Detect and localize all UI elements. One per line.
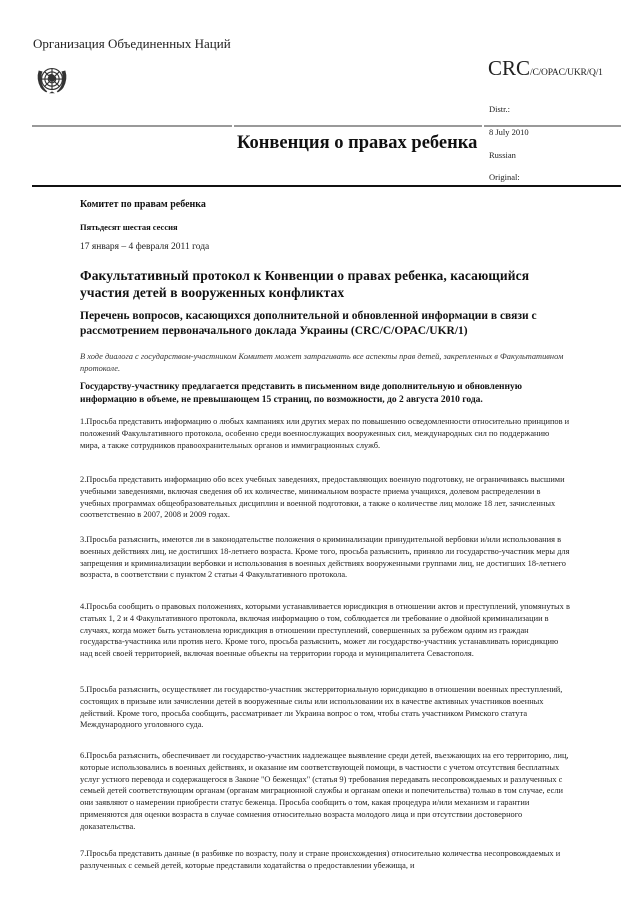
document-date: 8 July 2010 — [489, 127, 529, 137]
distribution-label: Distr.: — [489, 104, 511, 114]
protocol-title: Факультативный протокол к Конвенции о правах ребенка, касающийся участия детей в вооруженных конфликтах — [80, 268, 530, 300]
un-emblem-logo — [33, 61, 71, 99]
document-symbol — [488, 56, 603, 81]
paragraph: 1.Просьба представить информацию о любых кампаниях или других мерах по повышению осведомленности относительно принципов и положений Факультативного протокола, особенно среди военнослужащих вооруженных сил, международных сил по поддержанию мира, а также сотрудников правоохранительных органов и иммиграционных служб. — [80, 417, 570, 450]
session-name: Пятьдесят шестая сессия — [80, 222, 178, 232]
header-divider-black — [32, 185, 621, 187]
header-divider-gray — [32, 125, 621, 127]
symbol-suffix: /C/OPAC/UKR/Q/1 — [530, 68, 603, 78]
paragraph: 4.Просьба сообщить о правовых положениях, которыми устанавливается юрисдикция в отношении актов и преступлений, упомянутых в статьях 1, 2 и 4 Факультативного протокола, включая информацию о том, соблюдается ли требование о двойной криминализации в случаях, когда может быть установлена юрисдикция в отношении преступлений, совершенных за рубежом одним из граждан государства-участника или против него. Кроме того, просьба разъяснить, может ли государство-участник устанавливать юрисдикцию над всей своей территорией, включая военные объекты на территории города и муниципалитета Севастополя. — [80, 602, 570, 659]
organization-name: Организация Объединенных Наций — [33, 36, 231, 51]
paragraph: 7.Просьба представить данные (в разбивке по возрасту, полу и стране происхождения) относительно количества несопровождаемых и разлученных с семьей детей, которые представили ходатайства о предоставлении убежища, и — [80, 849, 561, 870]
original-label: Original: — [489, 172, 520, 182]
document-language: Russian — [489, 150, 516, 160]
paragraph: 2.Просьба представить информацию обо всех учебных заведениях, предоставляющих военную подготовку, не ограничиваясь высшими учебными заведениями, включая сведения об их количестве, минимальном возрасте приема учащихся, долевом распределении в учебных программах общеобразовательных дисциплин и военной подготовки, а также о количестве лиц моложе 18 лет, зачисленных соответственно в 2007, 2008 и 2009 годах. — [80, 475, 565, 520]
document-title: Конвенция о правах ребенка — [237, 133, 478, 153]
divider-gap — [232, 124, 234, 128]
intro-note: В ходе диалога с государством-участником Комитет может затрагивать все аспекты прав детей, закрепленных в Факультативном протоколе. — [80, 352, 564, 373]
session-dates: 17 января – 4 февраля 2011 года — [80, 242, 210, 252]
divider-gap — [482, 124, 484, 128]
list-of-issues-title: Перечень вопросов, касающихся дополнительной и обновленной информации в связи с рассмотрением первоначального доклада Украины (CRC/C/OPAC/UKR/1) — [80, 310, 537, 337]
committee-name: Комитет по правам ребенка — [80, 199, 206, 210]
paragraph: 6.Просьба разъяснить, обеспечивает ли государство-участник надлежащее выявление среди детей, въезжающих на его территорию, лиц, которые использовались в военных действиях, и оказание им соответствующей помощи, в частности с учетом отсутствия бесплатных услуг устного перевода и содержащегося в Законе "О беженцах" (статья 9) требования передавать несопровождаемых и разлученных с семьей детей соответствующим органам (органам миграционной службы и органам опеки и попечительства) только в том случае, если они заявляют о намерении приобрести статус беженца. Просьба сообщить о том, какая процедура и/или механизм и гарантии применяются для оценки возраста в случае сомнения относительно возраста молодого лица и при отсутствии достоверного доказательства. — [80, 751, 569, 831]
paragraph: 5.Просьба разъяснить, осуществляет ли государство-участник экстерриториальную юрисдикцию в отношении военных преступлений, состоящих в призыве или зачислении детей в вооруженные силы или использовании их в качестве активных участников военных действий. Кроме того, просьба сообщить, рассматривает ли Украина вопрос о том, чтобы стать участником Римского статута Международного уголовного суда. — [80, 685, 563, 730]
symbol-main: CRC — [488, 56, 531, 80]
paragraph: 3.Просьба разъяснить, имеются ли в законодательстве положения о криминализации принудительной вербовки и/или использования в военных действиях лиц, не достигших 18-летнего возраста. Кроме того, просьба разъяснить, приняло ли государство-участник меры для запрещения и криминализации вербовки и использования в военных действиях вооруженными группами лиц, не достигших 18-летнего возраста, в соответствии с пунктом 2 статьи 4 Факультативного протокола. — [80, 535, 570, 580]
submission-request: Государству-участнику предлагается представить в письменном виде дополнительную и обновленную информацию в объеме, не превышающем 15 страниц, по возможности, до 2 августа 2010 года. — [80, 382, 523, 405]
